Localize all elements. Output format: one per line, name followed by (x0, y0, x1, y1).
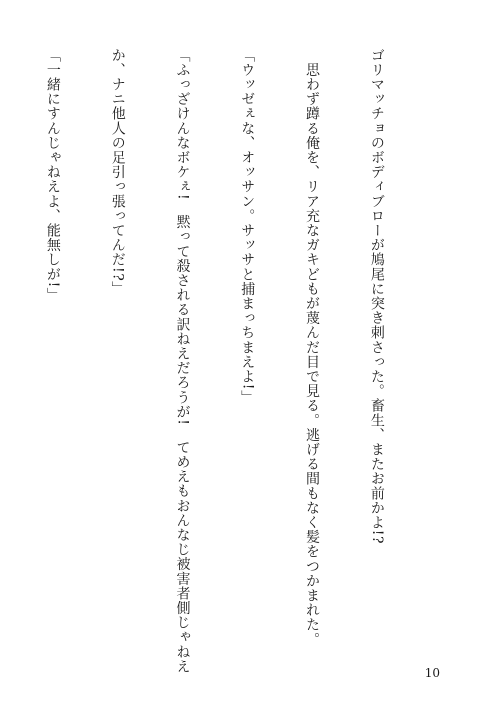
text-line: 「ウッゼぇな、オッサン。サッサと捕まっちまえよ!」 (239, 48, 256, 405)
text-line: か、ナニ他人の足引っ張ってんだ!?」 (109, 48, 126, 296)
text-line: 思わず蹲る俺を、リア充なガキどもが蔑んだ目で見る。逃げる間もなく髪をつかまれた。 (304, 48, 321, 647)
text-line: 「ふっざけんなボケぇ! 黙って殺される訳ねえだろうが! てめえもおんなじ被害者側じゃねえ (174, 48, 191, 674)
vertical-text-body (0, 48, 430, 674)
text-line: 「一緒にすんじゃねえよ、能無しが!」 (44, 48, 61, 303)
page-number: 10 (424, 666, 440, 680)
text-line: ゴリマッチョのボディブローが鳩尾に突き刺さった。畜生、またお前かよ!? (368, 48, 385, 545)
